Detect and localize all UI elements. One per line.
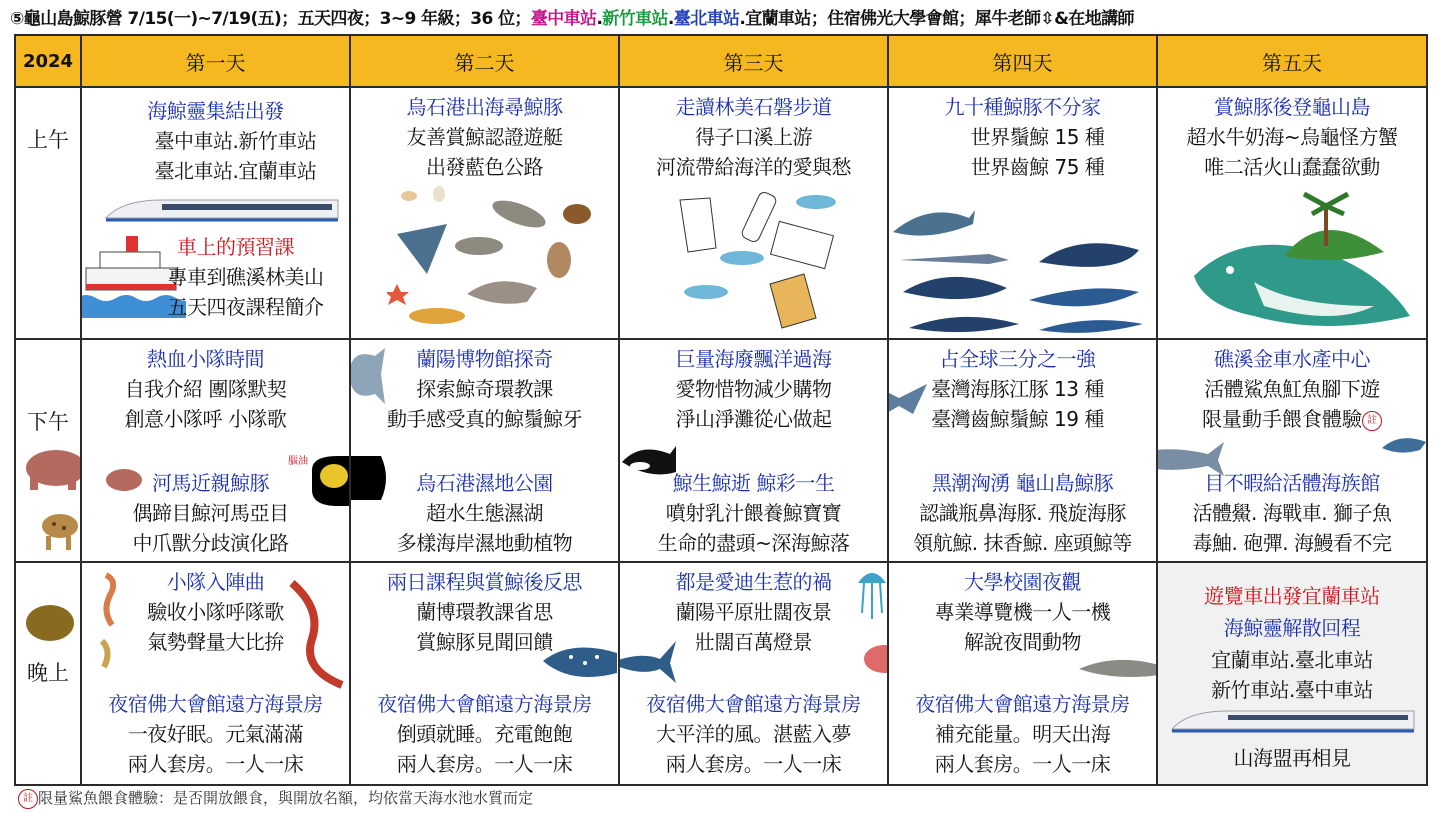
cell-line: 大平洋的風。湛藍入夢 bbox=[656, 722, 851, 746]
cell-heading: 蘭陽博物館探奇 bbox=[416, 347, 553, 371]
station-taichung: 臺中車站 bbox=[530, 9, 597, 29]
time-evening bbox=[15, 562, 81, 785]
cell-d3-am bbox=[619, 87, 888, 339]
cell-line: 毒鮋. 砲彈. 海鰻看不完 bbox=[1192, 531, 1392, 555]
cell-line: 臺灣海豚江豚 13 種 bbox=[931, 377, 1104, 401]
cell-line: 世界鬚鯨 15 種 bbox=[970, 125, 1105, 149]
day-header-4: 第四天 bbox=[888, 35, 1157, 87]
cell-line: 氣勢聲量大比拚 bbox=[147, 630, 284, 654]
cell-d2-ev bbox=[350, 562, 619, 785]
cell-line: 友善賞鯨認證遊艇 bbox=[406, 125, 563, 149]
cell-line: 蘭博環教課省思 bbox=[416, 600, 553, 624]
cell-line: 中爪獸分歧演化路 bbox=[132, 531, 289, 555]
hyena-icon bbox=[36, 498, 81, 554]
cell-heading: 占全球三分之一強 bbox=[939, 347, 1096, 371]
cell-line: 專車到礁溪林美山 bbox=[167, 265, 324, 289]
time-morning-label: 上午 bbox=[27, 128, 69, 152]
cell-d5-pm bbox=[1157, 339, 1427, 562]
cell-heading: 烏石港出海尋鯨豚 bbox=[406, 95, 563, 119]
cell-line: 河流帶給海洋的愛與愁 bbox=[656, 155, 851, 179]
whales-chart-illustration bbox=[889, 192, 1157, 336]
cell-line: 補充能量。明天出海 bbox=[934, 722, 1111, 746]
cell-line: 探索鯨奇環教課 bbox=[416, 377, 553, 401]
cell-line: 生命的盡頭~深海鯨落 bbox=[657, 531, 850, 555]
marine-animals-illustration bbox=[387, 184, 597, 334]
day-header-3: 第三天 bbox=[619, 35, 888, 87]
oarfish-icon bbox=[282, 569, 350, 689]
cell-d1-ev bbox=[81, 562, 350, 785]
cell-line: 蘭陽平原壯闊夜景 bbox=[675, 600, 832, 624]
day-header-5: 第五天 bbox=[1157, 35, 1427, 87]
cell-line: 動手感受真的鯨鬚鯨牙 bbox=[387, 407, 582, 431]
cell-line: 領航鯨. 抹香鯨. 座頭鯨等 bbox=[913, 531, 1132, 555]
cell-heading: 海鯨靈集結出發 bbox=[147, 99, 284, 123]
hippo-icon bbox=[22, 432, 81, 492]
cell-heading-2: 夜宿佛大會館遠方海景房 bbox=[377, 692, 592, 716]
whale-shark-icon bbox=[541, 633, 619, 689]
cell-d4-am bbox=[888, 87, 1157, 339]
cell-line: 一夜好眠。元氣滿滿 bbox=[127, 722, 304, 746]
title-sep: . bbox=[667, 9, 674, 29]
cell-line: 壯闊百萬燈景 bbox=[695, 630, 812, 654]
cell-line: 噴射乳汁餵養鯨寶寶 bbox=[665, 501, 842, 525]
time-morning bbox=[15, 87, 81, 339]
cell-heading: 大學校園夜觀 bbox=[964, 570, 1081, 594]
cell-heading: 賞鯨豚後登龜山島 bbox=[1214, 95, 1370, 119]
frogfish-icon bbox=[20, 597, 80, 647]
cell-line: 專業導覽機一人一機 bbox=[934, 600, 1111, 624]
cell-heading: 礁溪金車水產中心 bbox=[1214, 347, 1370, 371]
cell-d2-pm bbox=[350, 339, 619, 562]
station-hsinchu: 新竹車站 bbox=[602, 9, 668, 29]
footnote bbox=[18, 787, 533, 809]
cell-line: 解說夜間動物 bbox=[964, 630, 1081, 654]
note-mark-icon: 註 bbox=[1362, 411, 1382, 431]
day-header-1: 第一天 bbox=[81, 35, 350, 87]
cell-d2-am bbox=[350, 87, 619, 339]
cell-line: 臺灣齒鯨鬚鯨 19 種 bbox=[931, 407, 1104, 431]
jellyfish-anglerfish-icon bbox=[854, 563, 888, 683]
hammerhead-shark-icon bbox=[1075, 645, 1157, 689]
cell-heading: 九十種鯨豚不分家 bbox=[944, 95, 1101, 119]
cell-line: 兩人套房。一人一床 bbox=[665, 752, 842, 776]
cell-line: 驗收小隊呼隊歌 bbox=[147, 600, 284, 624]
cell-heading: 都是愛迪生惹的禍 bbox=[675, 570, 832, 594]
cell-line: 臺北車站.宜蘭車站 bbox=[154, 159, 317, 183]
cell-heading-2: 海鯨靈解散回程 bbox=[1223, 616, 1361, 640]
train-icon bbox=[102, 194, 342, 226]
time-afternoon bbox=[15, 339, 81, 562]
cell-line: 賞鯨豚見聞回饋 bbox=[416, 630, 553, 654]
cell-line: 兩人套房。一人一床 bbox=[396, 752, 573, 776]
day-header-2: 第二天 bbox=[350, 35, 619, 87]
cell-heading-2: 車上的預習課 bbox=[177, 235, 294, 259]
cell-line: 臺中車站.新竹車站 bbox=[154, 129, 317, 153]
cell-line: 兩人套房。一人一床 bbox=[127, 752, 304, 776]
cell-heading-2: 鯨生鯨逝 鯨彩一生 bbox=[672, 471, 835, 495]
cell-line: 自我介紹 團隊默契 bbox=[124, 377, 287, 401]
cell-heading: 遊覽車出發宜蘭車站 bbox=[1204, 584, 1380, 608]
cell-line: 兩人套房。一人一床 bbox=[934, 752, 1111, 776]
cell-line: 超水生態濕湖 bbox=[426, 501, 543, 525]
cell-d4-pm bbox=[888, 339, 1157, 562]
cell-line: 多樣海岸濕地動植物 bbox=[396, 531, 573, 555]
ocean-trash-illustration bbox=[666, 188, 866, 334]
cell-heading: 兩日課程與賞鯨後反思 bbox=[387, 570, 582, 594]
time-afternoon-label: 下午 bbox=[27, 410, 69, 434]
cell-line: 五天四夜課程簡介 bbox=[167, 295, 324, 319]
cell-line: 創意小隊呼 小隊歌 bbox=[124, 407, 287, 431]
oil-tag: 腦油 bbox=[288, 456, 308, 467]
title-prefix: ⑤龜山島鯨豚營 7/15(一)~7/19(五)；五天四夜；3~9 年級；36 位； bbox=[10, 9, 531, 29]
cell-line: 活體鯊魚魟魚腳下遊 bbox=[1204, 377, 1380, 401]
cell-d5-am bbox=[1157, 87, 1427, 339]
schedule-table bbox=[14, 34, 1428, 786]
cell-line: 出發藍色公路 bbox=[426, 155, 543, 179]
title-bar bbox=[10, 4, 1430, 34]
title-suffix: .宜蘭車站；住宿佛光大學會館；犀牛老師⇳&在地講師 bbox=[739, 9, 1134, 29]
cell-d1-pm bbox=[81, 339, 350, 562]
cell-heading-2: 夜宿佛大會館遠方海景房 bbox=[646, 692, 861, 716]
cell-d3-ev bbox=[619, 562, 888, 785]
cell-line: 限量動手餵食體驗 bbox=[1202, 407, 1362, 431]
title-sep: . bbox=[596, 9, 603, 29]
cell-line: 宜蘭車站.臺北車站 bbox=[1211, 648, 1373, 672]
cell-heading: 熱血小隊時間 bbox=[147, 347, 264, 371]
cell-line: 山海盟再相見 bbox=[1233, 746, 1351, 770]
cell-line: 認識瓶鼻海豚. 飛旋海豚 bbox=[919, 501, 1126, 525]
cell-heading: 小隊入陣曲 bbox=[166, 570, 265, 594]
cell-heading-2: 夜宿佛大會館遠方海景房 bbox=[108, 692, 323, 716]
cell-heading: 巨量海廢飄洋過海 bbox=[675, 347, 832, 371]
cell-d1-am bbox=[81, 87, 350, 339]
train-icon bbox=[1168, 707, 1418, 737]
time-evening-label: 晚上 bbox=[27, 661, 69, 685]
cell-line: 活體鱟. 海戰車. 獅子魚 bbox=[1192, 501, 1392, 525]
cell-line: 淨山淨灘從心做起 bbox=[675, 407, 832, 431]
cell-line: 愛物惜物減少購物 bbox=[675, 377, 832, 401]
footnote-text: 限量鯊魚餵食體驗：是否開放餵食，與開放名額，均依當天海水池水質而定 bbox=[38, 789, 534, 807]
cell-d3-pm bbox=[619, 339, 888, 562]
cell-heading: 走讀林美石磐步道 bbox=[675, 95, 832, 119]
cell-line: 倒頭就睡。充電飽飽 bbox=[396, 722, 573, 746]
cell-line: 超水牛奶海~烏龜怪方蟹 bbox=[1186, 125, 1398, 149]
cell-line: 唯二活火山蠢蠢欲動 bbox=[1204, 155, 1380, 179]
year-header: 2024 bbox=[15, 35, 81, 87]
cell-d5-ev bbox=[1157, 562, 1427, 785]
cell-line: 偶蹄目鯨河馬亞目 bbox=[132, 501, 289, 525]
cell-heading-2: 夜宿佛大會館遠方海景房 bbox=[915, 692, 1130, 716]
note-mark-icon: 註 bbox=[18, 789, 38, 809]
cell-heading-2: 黑潮洶湧 龜山島鯨豚 bbox=[931, 471, 1114, 495]
cell-line: 得子口溪上游 bbox=[695, 125, 812, 149]
whale-island-illustration bbox=[1184, 186, 1420, 336]
station-taipei: 臺北車站 bbox=[673, 9, 740, 29]
cell-line: 世界齒鯨 75 種 bbox=[970, 155, 1105, 179]
cell-d4-ev bbox=[888, 562, 1157, 785]
cell-heading-2: 烏石港濕地公園 bbox=[416, 471, 553, 495]
cell-heading-2: 河馬近親鯨豚 bbox=[152, 471, 269, 495]
cell-line: 新竹車站.臺中車站 bbox=[1211, 678, 1373, 702]
cell-heading-2: 目不暇給活體海族館 bbox=[1204, 471, 1380, 495]
